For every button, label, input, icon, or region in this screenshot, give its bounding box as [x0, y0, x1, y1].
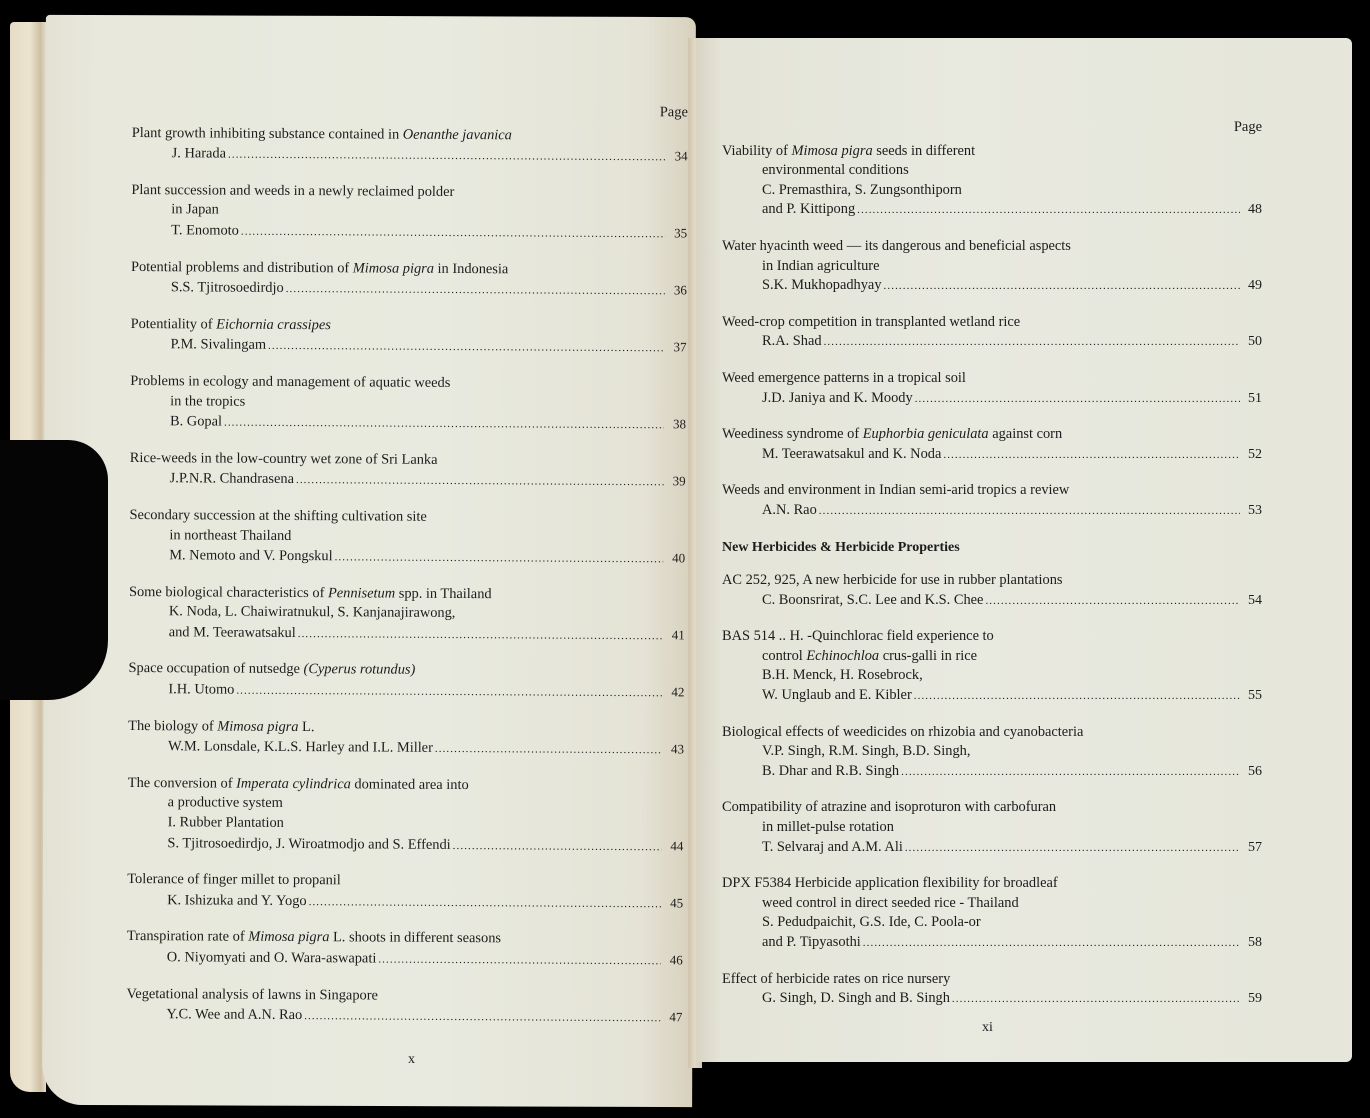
entry-title-species: Mimosa pigra	[352, 259, 435, 277]
entry-page-number: 49	[1248, 278, 1262, 294]
entry-authors: A.N. Rao	[762, 501, 817, 518]
thumb-holding-page	[0, 440, 108, 700]
entry-title-continuation: B.H. Menck, H. Rosebrock,	[762, 667, 923, 684]
entry-authors: and M. Teerawatsakul	[168, 624, 296, 641]
entry-title-text: The conversion of	[127, 774, 237, 792]
dot-leader	[952, 990, 1240, 1010]
entry-title-text: Some biological characteristics of	[128, 583, 329, 601]
entry-page-number: 46	[669, 952, 683, 968]
entry-page-number: 56	[1248, 763, 1262, 779]
entry-author-row	[126, 1004, 682, 1029]
entry-title-species: Pennisetum	[327, 584, 396, 602]
entry-author-row	[722, 200, 1262, 221]
entry-author-row	[128, 679, 684, 704]
entry-title-species: Imperata cylindrica	[236, 775, 351, 793]
right-page-contents	[722, 118, 1262, 1026]
entry-page-number: 37	[673, 339, 687, 355]
entry-title	[722, 627, 1262, 647]
toc-entry	[130, 372, 686, 436]
entry-authors: C. Boonsrirat, S.C. Lee and K.S. Chee	[762, 591, 984, 608]
entry-title-text: Plant succession and weeds in a newly reclaimed polder	[131, 181, 455, 200]
toc-section-entry-list	[722, 571, 1262, 1010]
entry-page-number: 59	[1248, 991, 1262, 1007]
entry-authors: G. Singh, D. Singh and B. Singh	[762, 990, 950, 1007]
entry-title	[722, 874, 1262, 894]
entry-title-text: crus-galli in rice	[879, 647, 978, 664]
entry-author-row	[722, 445, 1262, 466]
entry-authors: and P. Tipyasothi	[762, 934, 861, 950]
entry-authors: M. Nemoto and V. Pongskul	[169, 547, 333, 565]
dot-leader	[943, 446, 1240, 466]
dot-leader	[286, 280, 665, 302]
entry-title-text: Weed-crop competition in transplanted wetland rice	[722, 313, 1021, 330]
dot-leader	[298, 625, 663, 647]
entry-authors: J. Harada	[171, 145, 227, 162]
entry-authors: B. Gopal	[169, 413, 223, 430]
entry-page-number: 39	[672, 473, 686, 489]
entry-title-continuation	[722, 647, 1262, 667]
dot-leader	[309, 893, 662, 915]
entry-title-continuation: S. Pedudpaichit, G.S. Ide, C. Poola-or	[762, 914, 981, 931]
entry-page-number: 42	[671, 684, 685, 700]
entry-title-text: Viability of	[722, 142, 792, 159]
entry-title	[722, 313, 1262, 333]
dot-leader	[378, 951, 661, 972]
section-heading: New Herbicides & Herbicide Properties	[722, 539, 960, 555]
entry-title-species: Mimosa pigra	[248, 929, 330, 946]
toc-entry	[722, 481, 1262, 521]
dot-leader	[304, 1007, 660, 1029]
entry-author-row	[131, 277, 687, 302]
dot-leader	[236, 682, 662, 704]
toc-entry	[131, 181, 687, 245]
dot-leader	[228, 146, 666, 168]
entry-title	[722, 723, 1262, 743]
entry-title-continuation: I. Rubber Plantation	[167, 814, 284, 831]
toc-entry	[722, 798, 1262, 858]
entry-author-row	[722, 591, 1262, 612]
dot-leader	[296, 471, 664, 493]
entry-title-text: Water hyacinth weed — its dangerous and beneficial aspects	[722, 237, 1071, 254]
entry-title-continuation: V.P. Singh, R.M. Singh, B.D. Singh,	[762, 743, 971, 760]
dot-leader	[435, 740, 662, 761]
entry-title-continuation: in northeast Thailand	[169, 526, 292, 544]
entry-title-text: in Indonesia	[433, 260, 509, 277]
entry-authors: B. Dhar and R.B. Singh	[762, 762, 900, 779]
entry-title-species: (Cyperus rotundus)	[303, 661, 416, 679]
entry-page-number: 50	[1248, 334, 1262, 350]
entry-title	[722, 481, 1262, 501]
entry-authors: J.P.N.R. Chandrasena	[169, 470, 295, 488]
entry-authors: T. Enomoto	[171, 222, 239, 239]
entry-title-species: Euphorbia geniculata	[862, 426, 989, 443]
toc-entry-list	[126, 124, 688, 1030]
entry-title-text: Plant growth inhibiting substance contained in	[131, 124, 403, 143]
entry-title-continuation: weed control in direct seeded rice - Thailand	[762, 894, 1019, 911]
dot-leader	[915, 390, 1240, 410]
entry-title-continuation: in millet-pulse rotation	[762, 819, 894, 836]
entry-title-text: L.	[298, 718, 315, 735]
entry-title-text: dominated area into	[350, 776, 469, 793]
page-column-header: Page	[1233, 119, 1262, 135]
entry-author-row	[722, 276, 1262, 297]
entry-title-text: Secondary succession at the shifting cultivation site	[129, 506, 427, 525]
entry-title-species: Echinochloa	[806, 647, 880, 664]
entry-title-continuation: in Indian agriculture	[762, 257, 880, 274]
entry-author-row	[722, 933, 1262, 954]
entry-title	[722, 142, 1262, 162]
entry-title-text: Vegetational analysis of lawns in Singapore	[126, 985, 378, 1004]
entry-title-text: Potentiality of	[130, 315, 217, 333]
entry-title	[128, 659, 684, 682]
entry-authors: R.A. Shad	[762, 333, 822, 350]
entry-page-number: 36	[673, 282, 687, 298]
toc-entry	[722, 723, 1262, 783]
entry-page-number: 44	[670, 837, 684, 854]
entry-title-text: Effect of herbicide rates on rice nursery	[722, 970, 951, 987]
entry-author-row	[722, 838, 1262, 859]
entry-title	[722, 425, 1262, 445]
toc-entry	[127, 870, 683, 915]
toc-entry	[128, 659, 684, 704]
entry-authors: S. Tjitrosoedirdjo, J. Wiroatmodjo and S. Effendi	[167, 834, 451, 853]
entry-authors: Y.C. Wee and A.N. Rao	[166, 1006, 303, 1024]
dot-leader	[241, 223, 665, 245]
dot-leader	[268, 337, 665, 359]
entry-page-number: 58	[1248, 935, 1262, 950]
dot-leader	[985, 592, 1240, 612]
entry-title	[130, 372, 686, 395]
entry-authors: S.K. Mukhopadhyay	[762, 277, 882, 294]
entry-title-text: Tolerance of finger millet to propanil	[127, 871, 341, 889]
entry-title	[722, 369, 1262, 389]
entry-title-continuation: a productive system	[167, 794, 283, 812]
dot-leader	[824, 333, 1240, 353]
entry-title-species: Mimosa pigra	[217, 718, 299, 735]
entry-title	[722, 970, 1262, 990]
dot-leader	[224, 414, 664, 436]
entry-title-text: Weed emergence patterns in a tropical soil	[722, 369, 966, 386]
entry-author-row	[130, 334, 686, 359]
entry-authors: W.M. Lonsdale, K.L.S. Harley and I.L. Miller	[168, 738, 433, 757]
toc-entry	[127, 774, 683, 858]
entry-authors: M. Teerawatsakul and K. Noda	[762, 445, 942, 462]
entry-title-continuation: in the tropics	[170, 392, 246, 410]
entry-title	[127, 927, 683, 950]
entry-title-text: AC 252, 925, A new herbicide for use in rubber plantations	[722, 572, 1063, 589]
toc-entry	[131, 258, 687, 303]
dot-leader	[453, 837, 662, 858]
entry-title	[722, 237, 1262, 257]
toc-entry-list	[722, 142, 1262, 522]
dot-leader	[863, 934, 1240, 954]
toc-entry	[722, 313, 1262, 353]
entry-page-number: 57	[1248, 839, 1262, 855]
entry-author-row	[722, 762, 1262, 783]
entry-authors: T. Selvaraj and A.M. Ali	[762, 838, 903, 855]
entry-page-number: 35	[674, 225, 688, 241]
entry-author-row	[722, 332, 1262, 353]
entry-title-text: BAS 514 .. H. -Quinchlorac field experience to	[722, 628, 994, 645]
entry-title-text: Potential problems and distribution of	[130, 258, 353, 276]
entry-title-continuation: environmental conditions	[762, 162, 909, 179]
entry-title-text: Transpiration rate of	[126, 928, 249, 946]
entry-title-text: Space occupation of nutsedge	[128, 660, 304, 678]
entry-authors: P.M. Sivalingam	[170, 336, 267, 354]
toc-entry	[130, 315, 686, 360]
entry-page-number: 47	[669, 1009, 683, 1025]
toc-entry	[722, 369, 1262, 409]
entry-author-row	[722, 989, 1262, 1010]
entry-title-text: seeds in different	[872, 142, 976, 159]
entry-title	[722, 798, 1262, 818]
toc-entry	[129, 506, 685, 570]
entry-title-text: Biological effects of weedicides on rhizobia and cyanobacteria	[722, 723, 1084, 740]
entry-page-number: 41	[671, 627, 685, 643]
dot-leader	[884, 277, 1240, 297]
toc-entry	[128, 717, 684, 762]
entry-page-number: 52	[1248, 446, 1262, 462]
entry-title-species: Eichornia crassipes	[216, 316, 331, 333]
toc-entry	[132, 124, 688, 169]
entry-title-species: Oenanthe javanica	[402, 126, 512, 143]
entry-author-row	[722, 501, 1262, 522]
entry-author-row	[127, 890, 683, 915]
toc-entry	[130, 449, 686, 494]
entry-title-text: control	[762, 647, 807, 664]
entry-title-continuation: in Japan	[171, 201, 219, 218]
entry-page-number: 55	[1248, 688, 1262, 704]
toc-entry	[722, 571, 1262, 611]
entry-page-number: 51	[1248, 390, 1262, 406]
entry-authors: W. Unglaub and E. Kibler	[762, 687, 912, 704]
page-column-header: Page	[659, 104, 688, 121]
entry-title-text: DPX F5384 Herbicide application flexibility for broadleaf	[722, 875, 1058, 892]
entry-author-row	[722, 686, 1262, 707]
entry-author-row	[722, 389, 1262, 410]
left-page-contents	[126, 100, 688, 1045]
entry-author-row	[132, 143, 688, 168]
dot-leader	[901, 763, 1240, 783]
toc-entry	[722, 142, 1262, 221]
entry-title-text: against corn	[988, 426, 1063, 443]
dot-leader	[914, 687, 1240, 707]
entry-author-row	[128, 736, 684, 761]
entry-authors: K. Ishizuka and Y. Yogo	[167, 892, 307, 909]
entry-page-number: 40	[672, 550, 686, 566]
entry-title-continuation: C. Premasthira, S. Zungsonthiporn	[762, 181, 962, 198]
entry-title	[130, 449, 686, 472]
entry-author-row	[129, 622, 685, 647]
entry-page-number: 43	[670, 741, 685, 757]
entry-title	[128, 717, 684, 740]
toc-entry	[722, 970, 1262, 1010]
toc-entry	[722, 425, 1262, 465]
toc-entry	[129, 583, 685, 647]
entry-title-text: Weeds and environment in Indian semi-arid tropics a review	[722, 482, 1070, 499]
entry-author-row	[127, 947, 683, 972]
entry-authors: and P. Kittipong	[762, 201, 856, 218]
entry-author-row	[130, 468, 686, 493]
entry-author-row	[131, 220, 687, 245]
entry-title-species: Mimosa pigra	[791, 142, 873, 159]
entry-title	[132, 124, 688, 147]
toc-entry	[126, 985, 682, 1030]
entry-authors: J.D. Janiya and K. Moody	[762, 389, 913, 406]
entry-title-text: Compatibility of atrazine and isoproturon with carbofuran	[722, 799, 1057, 816]
entry-title-text: L. shoots in different seasons	[329, 929, 502, 947]
toc-entry	[722, 627, 1262, 706]
entry-title	[126, 985, 682, 1008]
dot-leader	[335, 548, 664, 570]
entry-title-text: The biology of	[128, 717, 218, 735]
entry-page-number: 38	[672, 416, 687, 432]
entry-title	[722, 571, 1262, 591]
dot-leader	[857, 201, 1240, 221]
entry-title	[129, 506, 685, 529]
dot-leader	[905, 839, 1240, 859]
entry-author-row	[129, 545, 685, 570]
entry-title	[127, 870, 683, 893]
toc-entry	[722, 237, 1262, 297]
entry-page-number: 34	[674, 148, 688, 164]
entry-title	[131, 258, 687, 281]
entry-title-text: Weediness syndrome of	[722, 426, 863, 443]
entry-author-line: K. Noda, L. Chaiwiratnukul, S. Kanjanajirawong,	[168, 603, 456, 622]
entry-page-number: 54	[1248, 592, 1262, 608]
entry-title-text: Rice-weeds in the low-country wet zone of Sri Lanka	[129, 449, 438, 468]
toc-entry	[722, 874, 1262, 953]
entry-page-number: 53	[1248, 502, 1262, 518]
entry-title-text: Problems in ecology and management of aquatic weeds	[130, 372, 451, 391]
entry-authors: S.S. Tjitrosoedirdjo	[170, 279, 284, 297]
entry-authors: O. Niyomyati and O. Wara-aswapati	[166, 949, 377, 967]
page-number-xi: xi	[982, 1020, 993, 1035]
entry-title	[131, 315, 687, 338]
page-number-x: x	[408, 1052, 415, 1067]
entry-author-row	[130, 411, 686, 436]
entry-page-number: 48	[1248, 202, 1262, 218]
entry-title-text: spp. in Thailand	[395, 585, 492, 602]
entry-author-row	[127, 833, 683, 858]
entry-page-number: 45	[670, 895, 684, 911]
entry-authors: I.H. Utomo	[168, 681, 235, 698]
toc-entry	[127, 927, 683, 972]
dot-leader	[819, 502, 1240, 522]
